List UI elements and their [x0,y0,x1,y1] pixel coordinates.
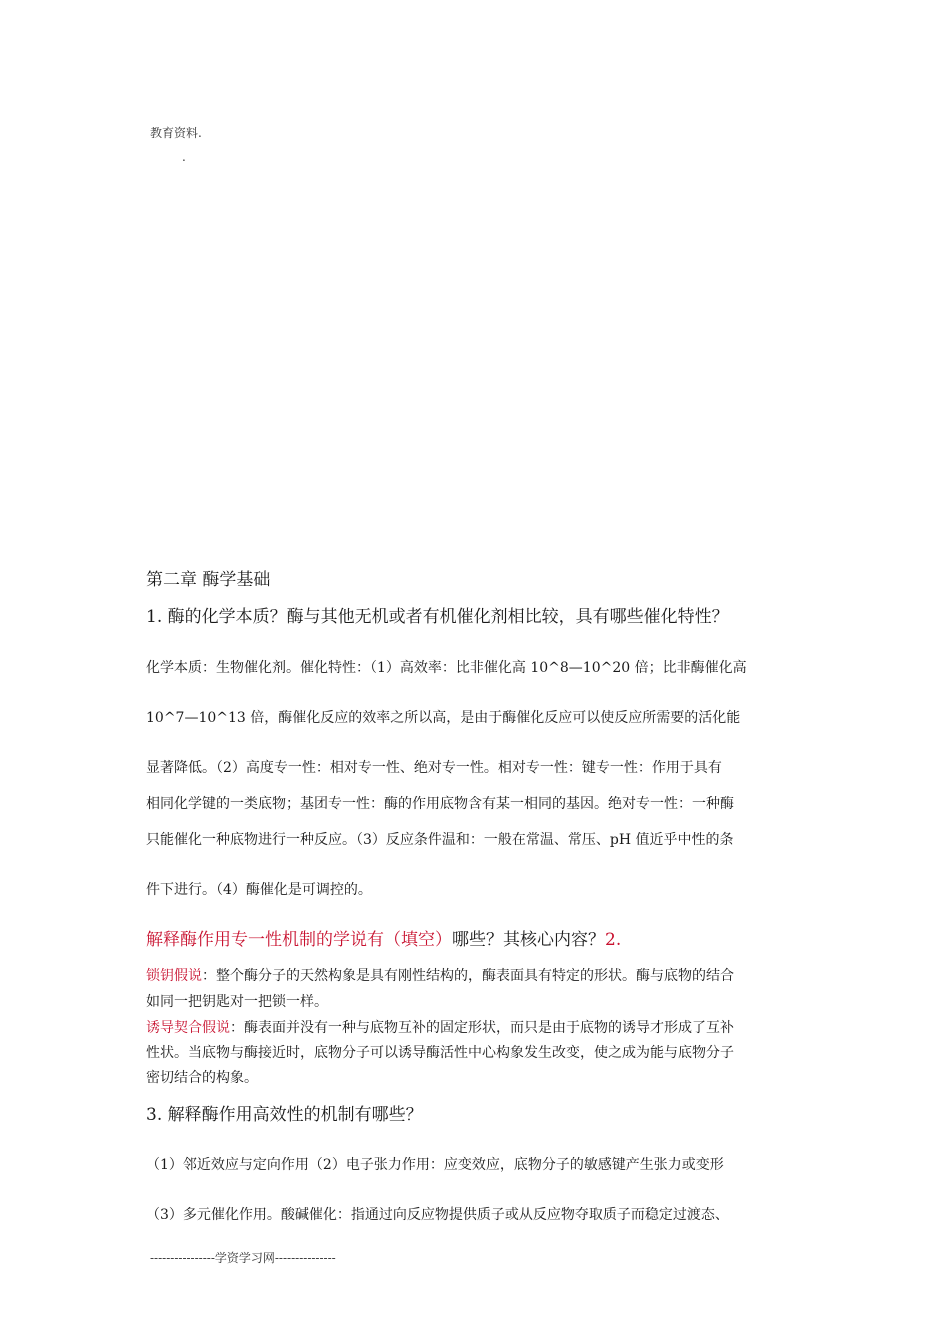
lock-key-desc-1: ：整个酶分子的天然构象是具有刚性结构的，酶表面具有特定的形状。酶与底物的结合 [202,968,734,984]
q1-answer-line-1: 化学本质：生物催化剂。催化特性：（1）高效率：比非催化高 10^8—10^20 倍；比非酶催化高 [146,660,747,676]
question-2-title [146,925,621,950]
q1-answer-line-5: 只能催化一种底物进行一种反应。（3）反应条件温和：一般在常温、常压、pH 值近乎中性的条 [146,832,734,848]
lock-key-line-1 [146,965,734,985]
lock-key-line-2: 如同一把钥匙对一把锁一样。 [146,994,328,1010]
footer-watermark: ----------------学资学习网--------------- [150,1251,336,1265]
lock-key-term: 锁钥假说 [146,968,202,984]
q1-answer-line-4: 相同化学键的一类底物；基团专一性：酶的作用底物含有某一相同的基因。绝对专一性：一种酶 [146,796,734,812]
induced-fit-line-2: 性状。当底物与酶接近时，底物分子可以诱导酶活性中心构象发生改变，使之成为能与底物分子 [146,1045,734,1061]
induced-fit-term: 诱导契合假说 [146,1020,230,1036]
header-label: 教育资料. [150,126,202,140]
q2-title-number: 2. [605,930,622,950]
induced-fit-line-1 [146,1017,734,1037]
q3-answer-line-1: （1）邻近效应与定向作用（2）电子张力作用：应变效应，底物分子的敏感键产生张力或变形 [146,1157,724,1173]
q1-answer-line-6: 件下进行。（4）酶催化是可调控的。 [146,882,372,898]
q1-answer-line-3: 显著降低。（2）高度专一性：相对专一性、绝对专一性。相对专一性：键专一性：作用于具有 [146,760,722,776]
question-1-title: 1. 酶的化学本质？酶与其他无机或者有机催化剂相比较，具有哪些催化特性？ [146,607,729,627]
induced-fit-line-3: 密切结合的构象。 [146,1070,258,1086]
q2-title-black: 哪些？其核心内容？ [452,930,605,950]
header-dot: . [182,150,186,164]
q3-answer-line-2: （3）多元催化作用。酸碱催化：指通过向反应物提供质子或从反应物夺取质子而稳定过渡态、 [146,1207,729,1223]
q1-answer-line-2: 10^7—10^13 倍，酶催化反应的效率之所以高，是由于酶催化反应可以使反应所需要的活化能 [146,710,741,726]
q2-title-red: 解释酶作用专一性机制的学说有（填空） [146,930,452,950]
induced-fit-desc-1: ：酶表面并没有一种与底物互补的固定形状，而只是由于底物的诱导才形成了互补 [230,1020,734,1036]
question-3-title: 3. 解释酶作用高效性的机制有哪些？ [146,1105,423,1125]
chapter-title: 第二章 酶学基础 [146,570,271,590]
